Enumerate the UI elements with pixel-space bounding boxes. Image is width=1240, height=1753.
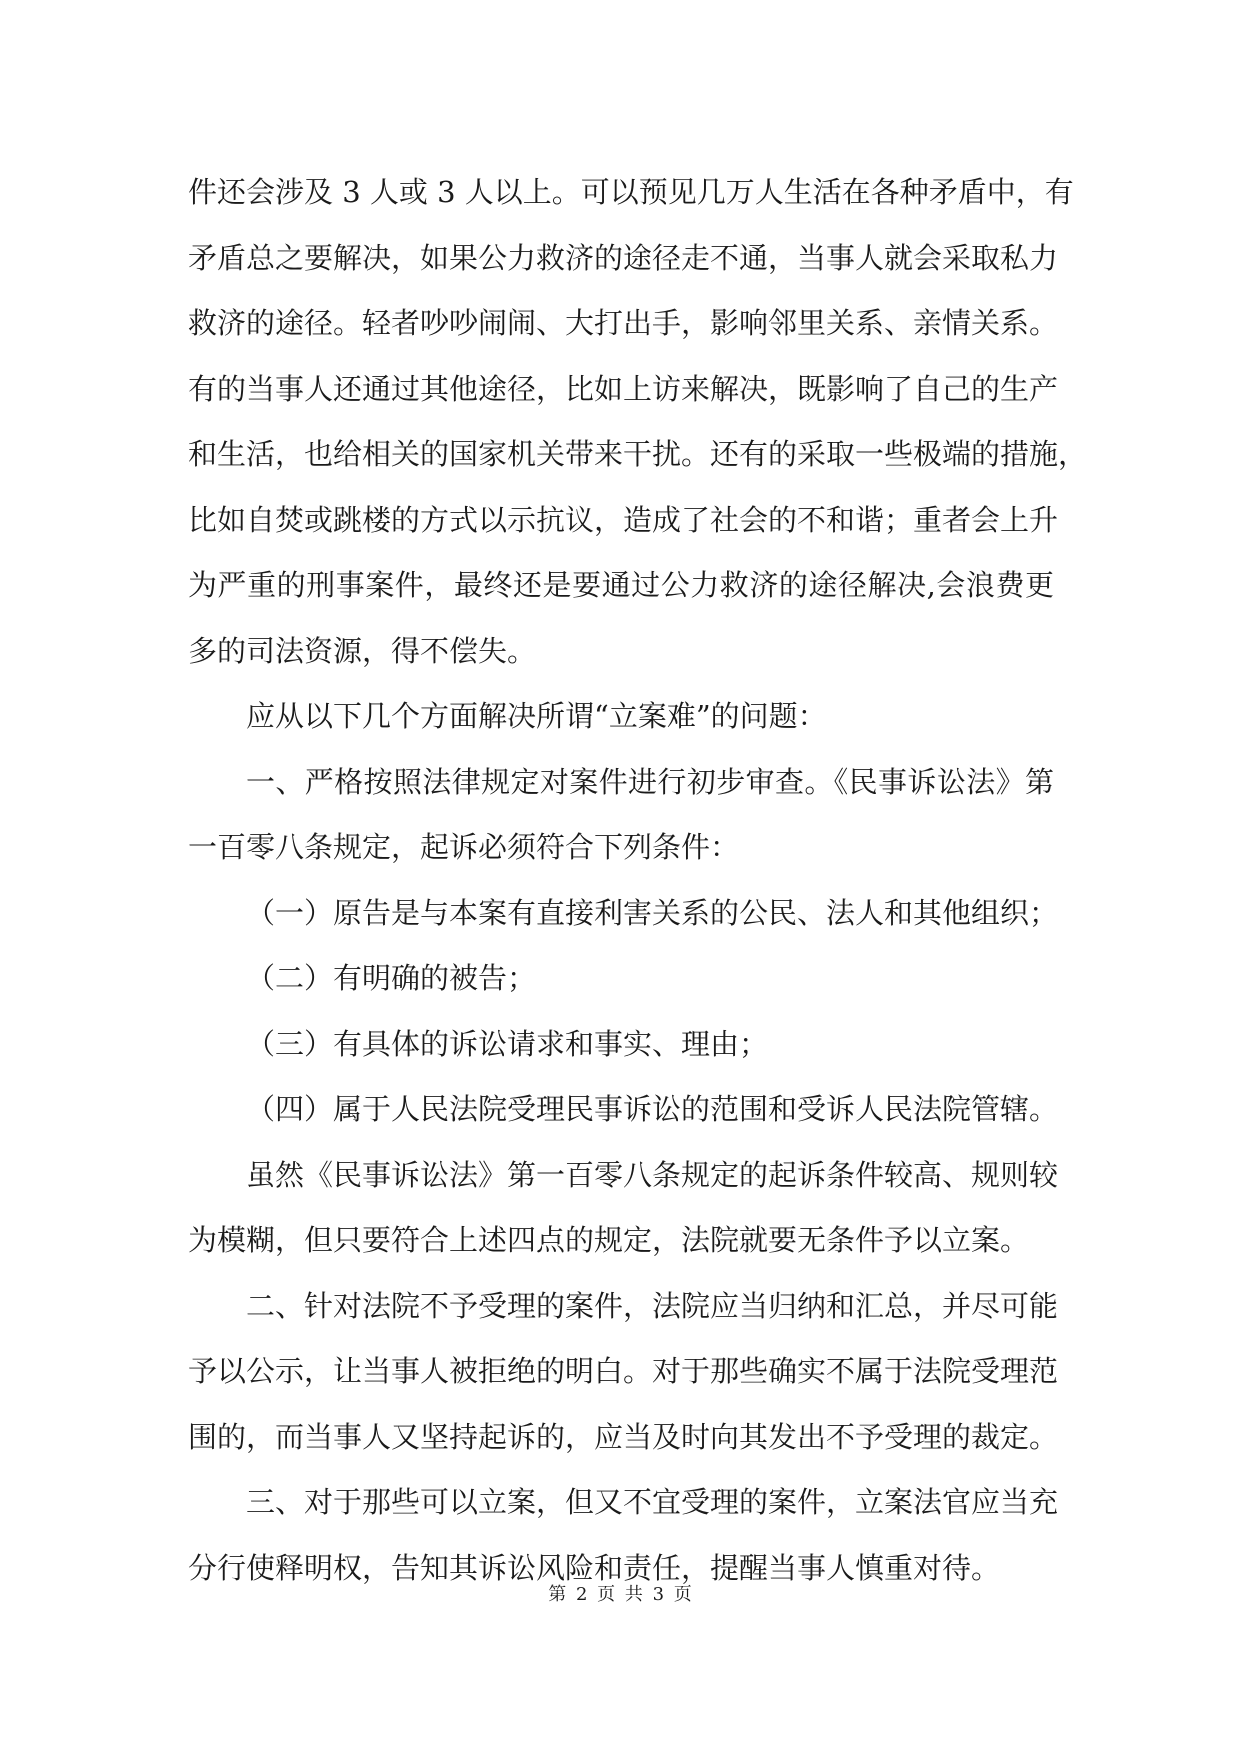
text-line: 救济的途径。轻者吵吵闹闹、大打出手，影响邻里关系、亲情关系。 [188,306,1059,340]
text-line: 件还会涉及 3 人或 3 人以上。可以预见几万人生活在各种矛盾中，有 [188,175,1074,209]
text-line: 有的当事人还通过其他途径，比如上访来解决，既影响了自己的生产 [188,371,1059,406]
text-line: 虽然《民事诉讼法》第一百零八条规定的起诉条件较高、规则较 [246,1157,1059,1192]
body-text [188,160,1088,1601]
text-line: （二）有明确的被告； [246,961,537,995]
text-line: （四）属于人民法院受理民事诉讼的范围和受诉人民法院管辖。 [246,1092,1059,1126]
text-line: 予以公示，让当事人被拒绝的明白。对于那些确实不属于法院受理范 [188,1354,1059,1388]
text-line: 多的司法资源，得不偿失。 [188,633,537,668]
text-line: 比如自焚或跳楼的方式以示抗议，造成了社会的不和谐；重者会上升 [188,502,1059,537]
text-line: （三）有具体的诉讼请求和事实、理由； [246,1026,769,1061]
text-line: 分行使释明权，告知其诉讼风险和责任，提醒当事人慎重对待。 [188,1550,1001,1585]
text-line: 矛盾总之要解决，如果公力救济的途径走不通，当事人就会采取私力 [188,240,1059,275]
text-line: 围的，而当事人又坚持起诉的，应当及时向其发出不予受理的裁定。 [188,1419,1059,1454]
page-footer: 第 2 页 共 3 页 [548,1584,692,1605]
text-line: （一）原告是与本案有直接利害关系的公民、法人和其他组织； [246,895,1059,930]
text-line: 一百零八条规定，起诉必须符合下列条件： [188,830,740,864]
text-line: 和生活，也给相关的国家机关带来干扰。还有的采取一些极端的措施， [188,437,1088,471]
text-line: 为模糊，但只要符合上述四点的规定，法院就要无条件予以立案。 [188,1223,1030,1257]
text-line: 应从以下几个方面解决所谓“立案难”的问题： [246,699,827,733]
text-line: 一、严格按照法律规定对案件进行初步审查。《民事诉讼法》第 [246,764,1054,799]
text-line: 三、对于那些可以立案，但又不宜受理的案件，立案法官应当充 [246,1485,1059,1519]
text-line: 二、针对法院不予受理的案件，法院应当归纳和汇总，并尽可能 [246,1288,1059,1323]
text-line: 为严重的刑事案件，最终还是要通过公力救济的途径解决,会浪费更 [188,568,1054,602]
